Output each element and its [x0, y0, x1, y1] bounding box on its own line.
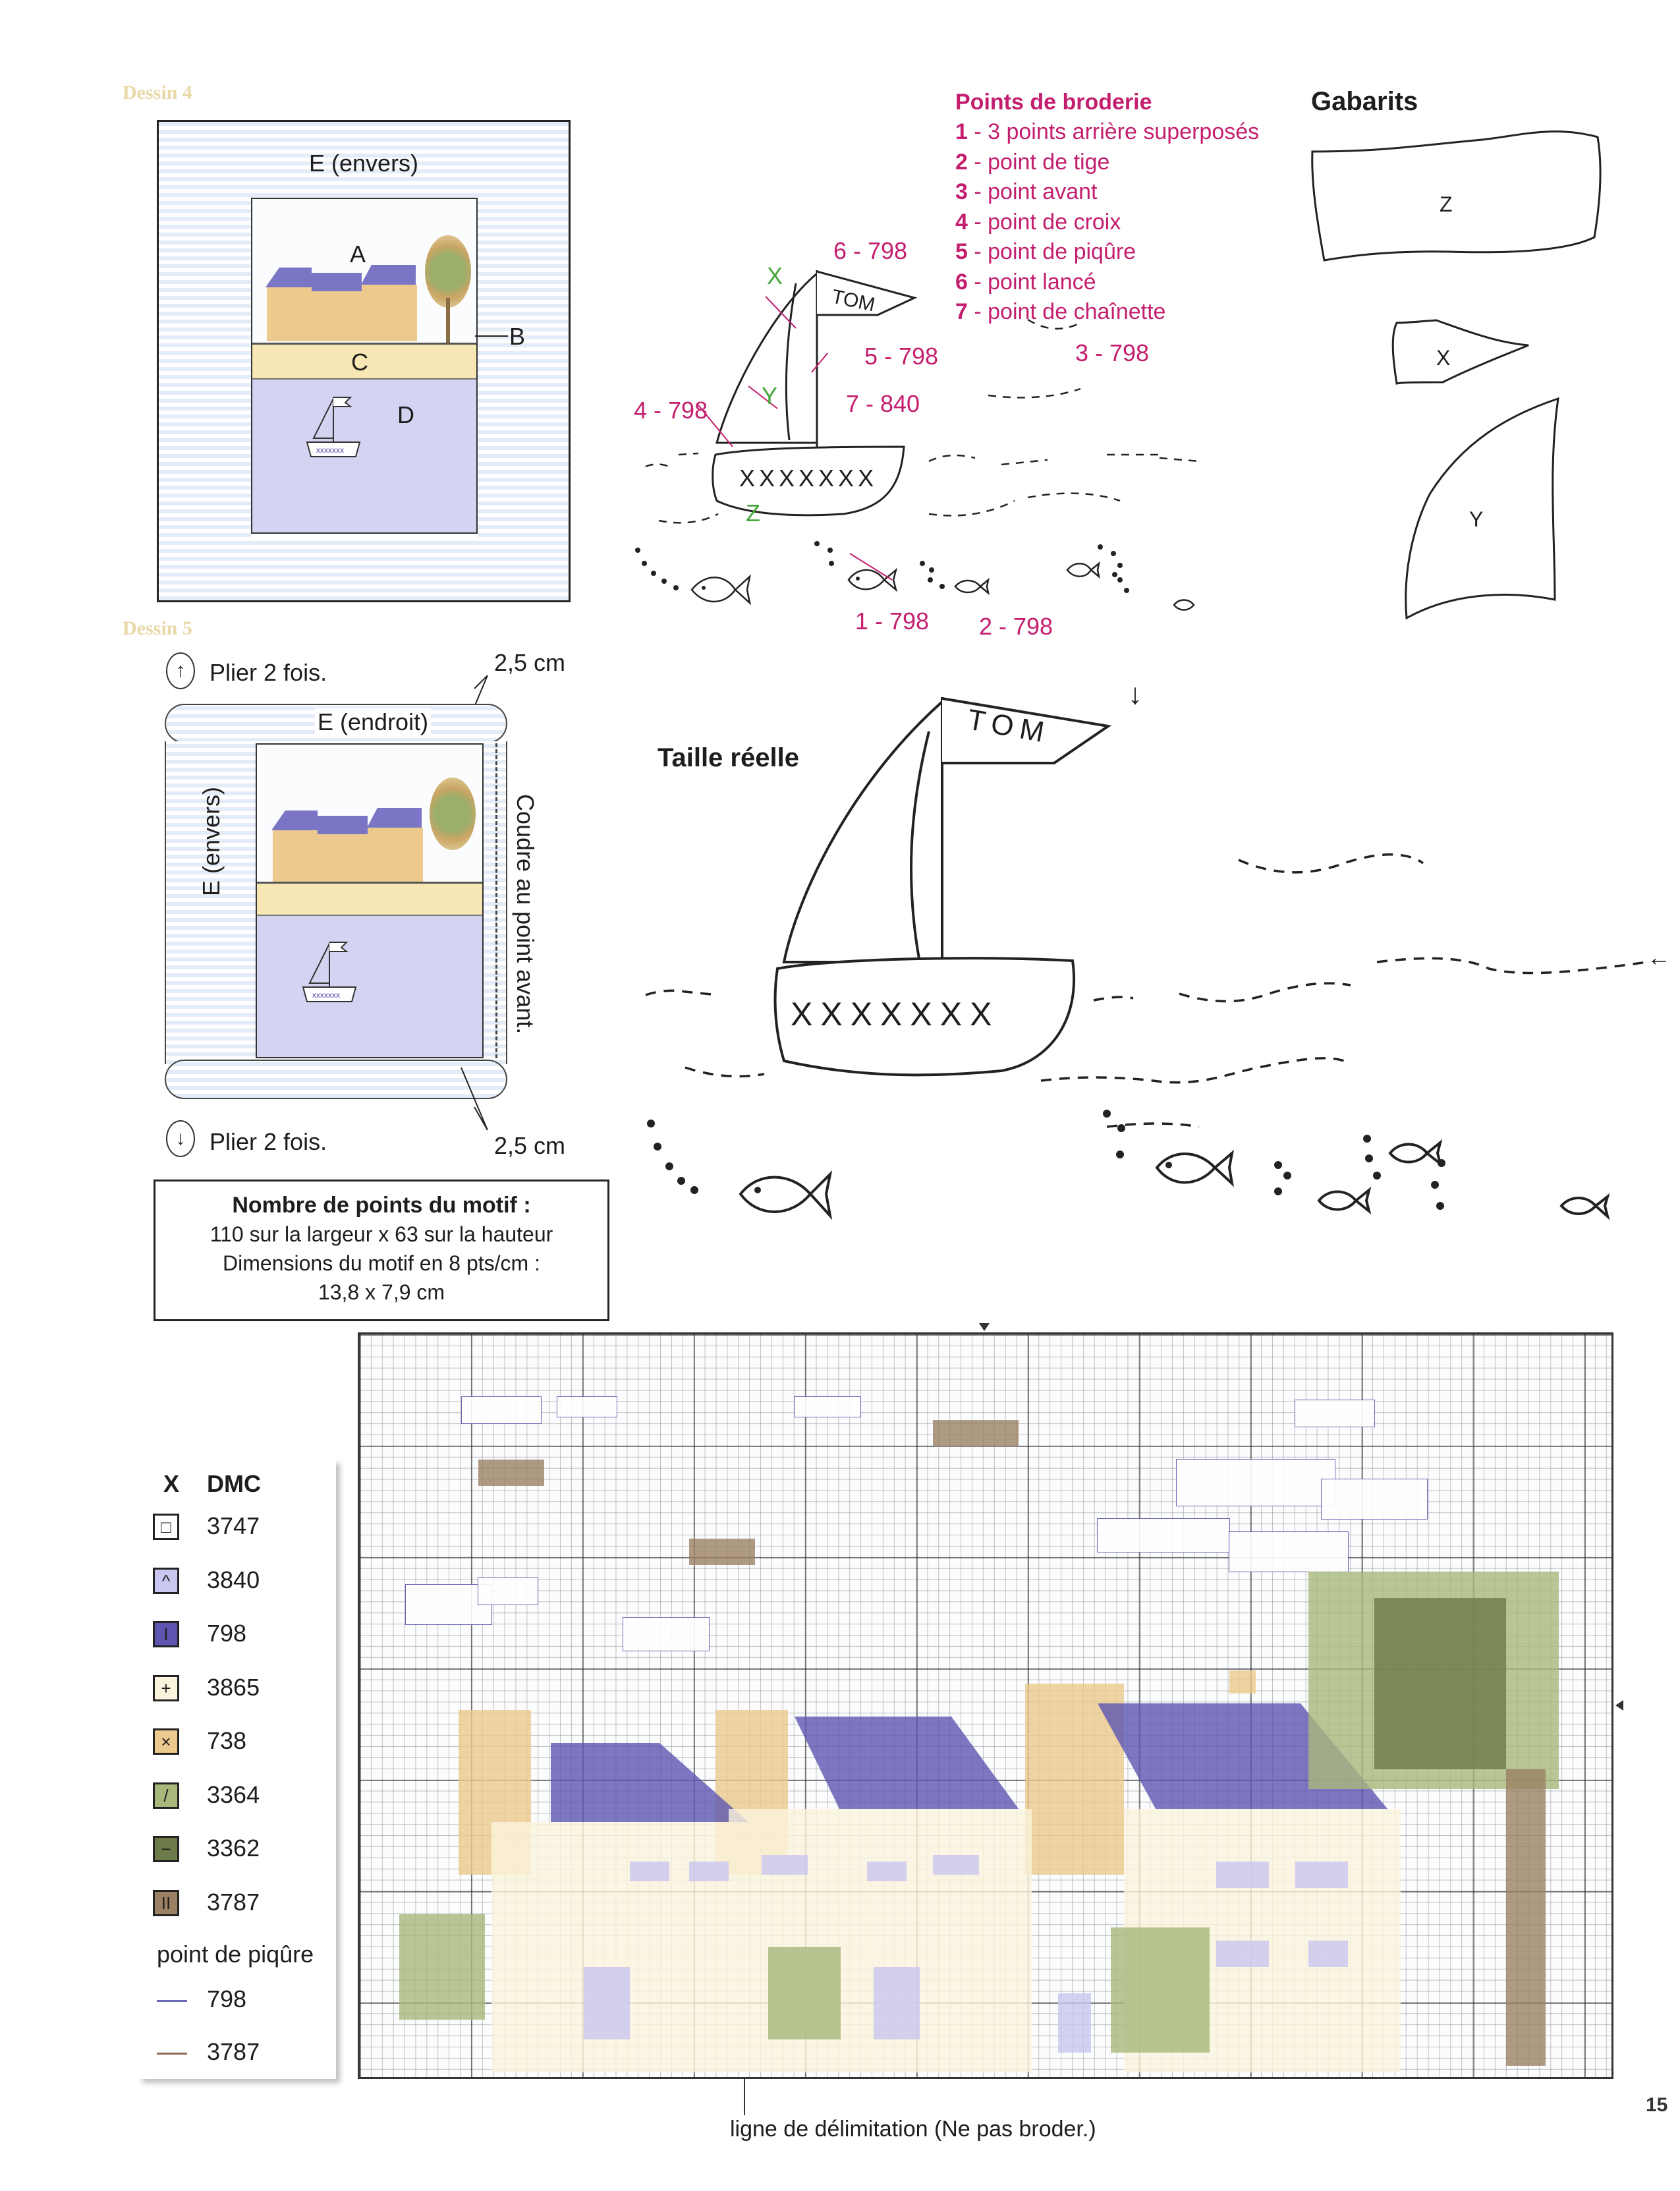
small-boat-diagram — [619, 237, 1199, 619]
key-symbol-swatch: − — [153, 1836, 179, 1862]
chart-stitch-region — [689, 1862, 729, 1881]
delimitation-leader — [744, 2079, 745, 2115]
chart-stitch-region — [630, 1862, 669, 1881]
motif-info-line1: 110 sur la largeur x 63 sur la hauteur — [210, 1222, 553, 1246]
chart-stitch-region — [874, 1967, 920, 2039]
small-boat-crosses: XXXXXXX — [739, 465, 878, 492]
key-backstitch-line — [157, 2053, 187, 2055]
gabarits-title: Gabarits — [1311, 87, 1418, 116]
small-boat-label-c1: 1 - 798 — [855, 608, 930, 635]
gabarits-shapes — [1304, 125, 1614, 652]
taille-reelle-flag-text: TOM — [965, 703, 1053, 750]
stitch-legend-item — [955, 148, 1259, 178]
chart-stitch-region — [623, 1618, 709, 1651]
stitch-legend-text: - point de croix — [967, 209, 1121, 235]
stitch-legend-number: 3 — [955, 179, 968, 204]
dessin5-sew-label: Coudre au point avant. — [512, 794, 539, 1035]
dessin4-zone-c: C — [351, 349, 368, 376]
stitch-legend-text: - point lancé — [967, 269, 1096, 295]
chart-stitch-region — [1295, 1862, 1348, 1888]
motif-info-line3: 13,8 x 7,9 cm — [318, 1280, 445, 1304]
small-boat-label-z: Z — [746, 499, 760, 526]
chart-stitch-region — [933, 1855, 979, 1875]
dessin5-endroit-label: E (endroit) — [315, 708, 431, 736]
fish-group-1 — [635, 548, 679, 590]
dessin4-boat-icon — [294, 391, 386, 470]
chart-stitch-region — [1098, 1519, 1229, 1552]
chart-stitch-region — [867, 1862, 907, 1881]
gabarit-z-label: Z — [1440, 192, 1453, 216]
key-col-dmc: DMC — [207, 1470, 261, 1497]
chart-stitch-region — [1374, 1598, 1506, 1769]
chart-stitch-region — [1111, 1927, 1210, 2053]
stitch-legend-text: - point de piqûre — [967, 239, 1136, 264]
dessin4-b-leader — [475, 335, 508, 337]
chart-stitch-region — [762, 1855, 808, 1875]
color-key — [138, 1460, 336, 2079]
dessin5-envers-label: E (envers) — [198, 786, 225, 896]
stitch-legend-number: 5 — [955, 239, 968, 264]
fold-down-icon: ↓ — [166, 1120, 195, 1157]
dessin4-zone-b: B — [509, 323, 526, 350]
motif-info-heading: Nombre de points du motif : — [232, 1193, 531, 1218]
dessin5-fold-top-label: Plier 2 fois. — [210, 659, 327, 686]
chart-stitch-region — [1216, 1941, 1269, 1967]
dessin5-title: Dessin 5 — [123, 617, 192, 639]
center-marker-top-icon — [979, 1323, 990, 1331]
small-boat-label-c2: 2 - 798 — [979, 613, 1053, 640]
key-col-x: X — [163, 1470, 180, 1497]
key-dmc-code: 3865 — [207, 1673, 260, 1701]
stitch-legend-text: - point de tige — [967, 149, 1110, 175]
cross-stitch-chart — [358, 1332, 1613, 2079]
chart-stitch-region — [1308, 1941, 1348, 1967]
key-symbol-swatch: ^ — [153, 1568, 179, 1594]
chart-stitch-region — [462, 1397, 541, 1423]
stitch-legend-title: Points de broderie — [955, 90, 1152, 115]
chart-stitch-region — [1295, 1400, 1374, 1427]
stitch-legend-number: 1 — [955, 119, 968, 144]
key-backstitch-code: 3787 — [207, 2038, 260, 2065]
stitch-legend-text: - point de chaînette — [967, 299, 1166, 324]
chart-stitch-region — [1229, 1670, 1256, 1693]
key-dmc-code: 3362 — [207, 1835, 260, 1862]
chart-stitch-region — [557, 1397, 617, 1417]
motif-info-box — [154, 1180, 609, 1321]
key-dmc-code: 738 — [207, 1727, 247, 1754]
left-arrow-icon: ← — [1647, 944, 1671, 971]
small-boat-label-c7: 7 - 840 — [846, 390, 920, 417]
key-dmc-code: 3787 — [207, 1888, 260, 1916]
small-boat-label-c3: 3 - 798 — [1075, 339, 1150, 366]
key-symbol-swatch: □ — [153, 1514, 179, 1540]
taille-reelle-title: Taille réelle — [658, 743, 799, 772]
chart-stitch-region — [1229, 1532, 1348, 1572]
dessin5-margin-top-label: 2,5 cm — [494, 649, 566, 676]
key-backstitch-title: point de piqûre — [157, 1941, 314, 1968]
chart-stitch-region — [768, 1947, 841, 2039]
key-backstitch-code: 798 — [207, 1985, 247, 2012]
small-boat-label-c6: 6 - 798 — [833, 237, 908, 264]
dessin4-zone-a: A — [350, 241, 366, 268]
taille-reelle-crosses: XXXXXXX — [791, 996, 1000, 1033]
fold-up-icon: ↑ — [166, 652, 195, 689]
chart-stitch-region — [1216, 1862, 1269, 1888]
key-dmc-code: 3364 — [207, 1780, 260, 1808]
dessin5-boat-icon — [290, 936, 382, 1015]
motif-info-line2: Dimensions du motif en 8 pts/cm : — [223, 1251, 540, 1275]
chart-stitch-region — [399, 1914, 485, 2020]
small-boat-label-c4: 4 - 798 — [634, 397, 708, 424]
key-symbol-swatch: II — [153, 1890, 179, 1916]
dessin5-margin-leaders-bottom — [455, 1067, 534, 1140]
taille-reelle-diagram — [632, 685, 1654, 1239]
key-symbol-swatch: I — [153, 1621, 179, 1647]
dessin4-frame — [157, 120, 571, 602]
chart-stitch-region — [1177, 1460, 1335, 1506]
down-arrow-icon: ↓ — [1128, 678, 1142, 710]
chart-caption: ligne de délimitation (Ne pas broder.) — [730, 2117, 1096, 2142]
key-symbol-swatch: × — [153, 1728, 179, 1755]
chart-stitch-region — [795, 1717, 1019, 1809]
key-dmc-code: 3747 — [207, 1512, 260, 1539]
dessin5-fold-bottom-label: Plier 2 fois. — [210, 1128, 327, 1155]
stitch-legend-number: 2 — [955, 149, 968, 175]
dessin4-zone-d: D — [397, 401, 414, 428]
chart-stitch-region — [1322, 1479, 1427, 1519]
small-boat-flag-text: TOM — [829, 285, 877, 316]
chart-stitch-region — [1506, 1769, 1546, 2066]
stitch-legend-item — [955, 208, 1259, 238]
svg-text:xxxxxxx: xxxxxxx — [312, 990, 340, 1000]
page-number: 15 — [1646, 2094, 1668, 2116]
svg-text:xxxxxxx: xxxxxxx — [316, 445, 344, 455]
chart-stitch-region — [689, 1539, 755, 1565]
stitch-legend-number: 7 — [955, 299, 968, 324]
chart-stitch-region — [1058, 1993, 1091, 2053]
key-symbol-swatch: / — [153, 1782, 179, 1809]
key-symbol-swatch: + — [153, 1675, 179, 1701]
dessin4-envers-label: E (envers) — [309, 150, 419, 177]
chart-stitch-region — [478, 1578, 538, 1605]
chart-stitch-region — [795, 1397, 860, 1417]
stitch-legend-text: - 3 points arrière superposés — [967, 119, 1260, 144]
stitch-legend-number: 6 — [955, 269, 968, 295]
stitch-legend-number: 4 — [955, 209, 968, 235]
gabarit-y-label: Y — [1469, 507, 1484, 531]
small-boat-label-y: Y — [762, 382, 778, 409]
key-dmc-code: 798 — [207, 1620, 247, 1647]
small-boat-label-x: X — [767, 262, 783, 289]
dessin5-sew-line — [495, 743, 497, 1058]
stitch-legend-text: - point avant — [967, 179, 1098, 204]
small-boat-label-c5: 5 - 798 — [864, 343, 939, 370]
gabarit-x-label: X — [1436, 346, 1451, 370]
key-backstitch-line — [157, 2000, 187, 2002]
chart-stitch-region — [933, 1420, 1019, 1446]
stitch-legend-item — [955, 177, 1259, 208]
key-dmc-code: 3840 — [207, 1566, 260, 1593]
chart-stitch-region — [584, 1967, 630, 2039]
dessin4-title: Dessin 4 — [123, 82, 192, 103]
stitch-legend-item — [955, 117, 1259, 148]
dessin5-margin-bottom-label: 2,5 cm — [494, 1132, 566, 1159]
chart-stitch-region — [478, 1460, 544, 1486]
center-marker-right-icon — [1615, 1700, 1623, 1711]
